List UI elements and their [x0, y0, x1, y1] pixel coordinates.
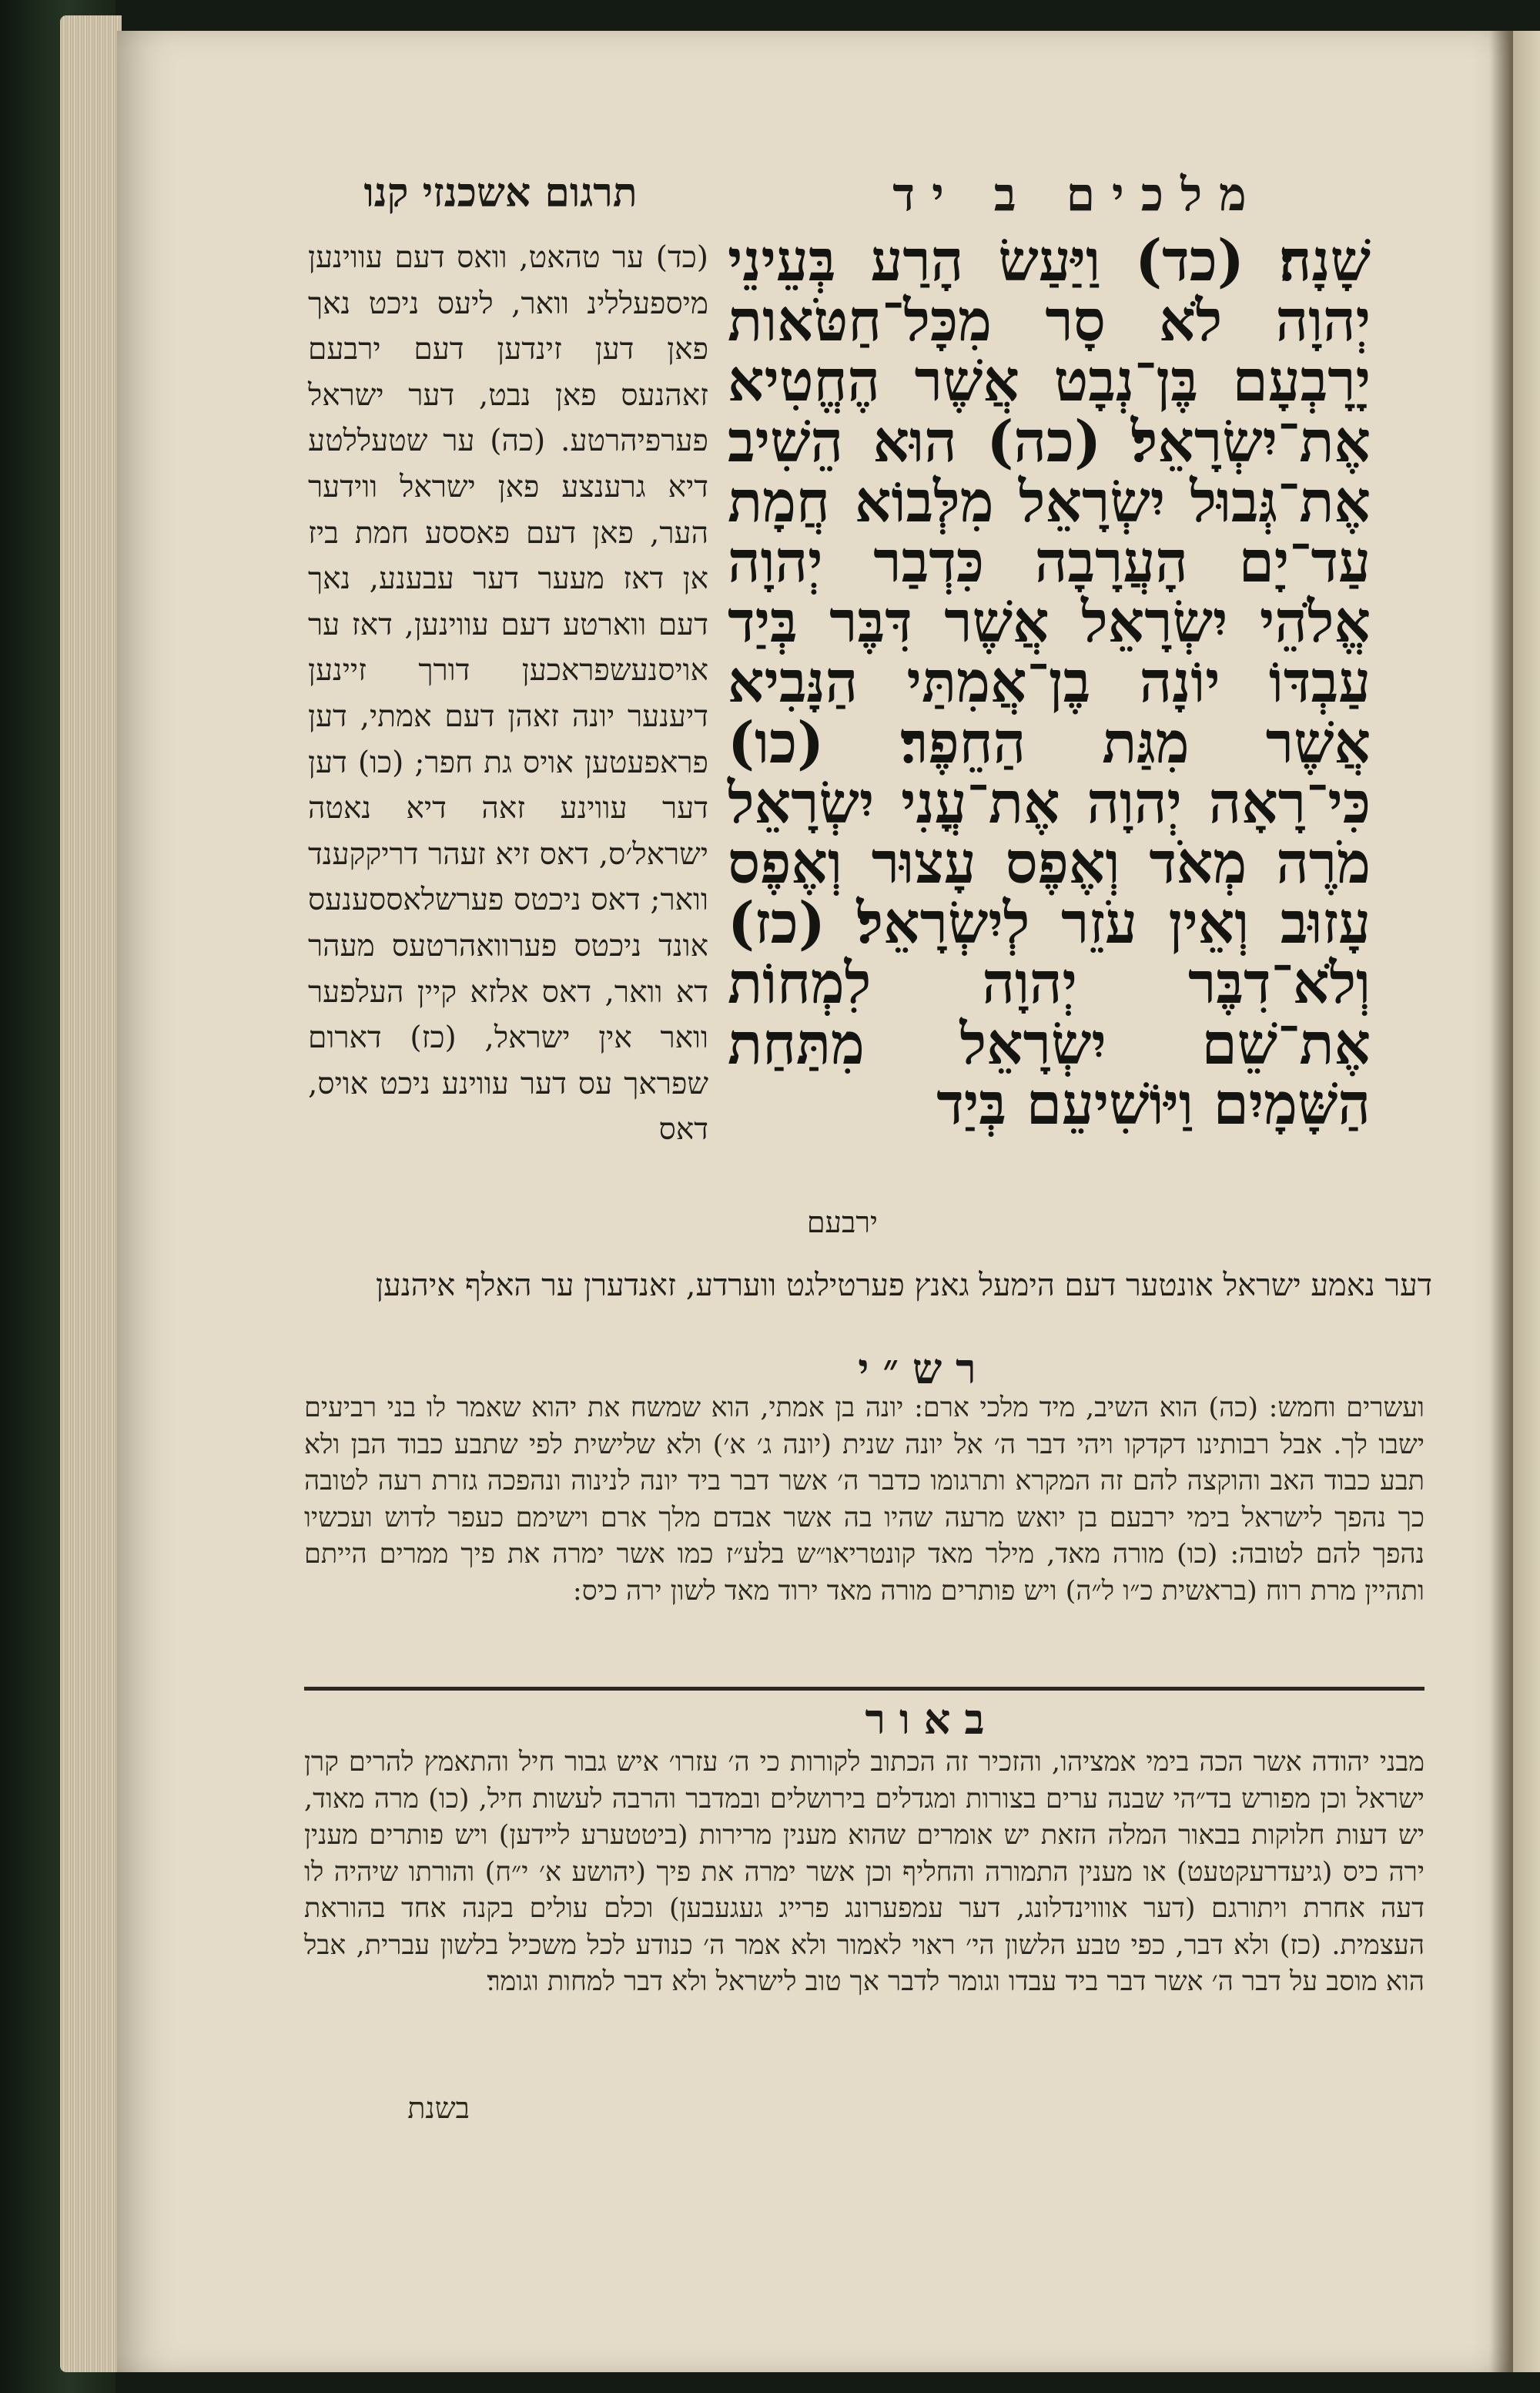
running-header-targum: תרגום אשכנזי קנו: [363, 169, 638, 216]
verse-catchword: ירבעם: [806, 1205, 878, 1239]
targum-continuation: דער נאמע ישראל אונטער דעם הימעל גאנץ פערטילגט ווערדע, זאנדערן ער האלף איהנען: [375, 1268, 1432, 1303]
running-header-book: מלכים ב יד: [892, 168, 1264, 222]
page-edges: [60, 15, 122, 2372]
rashi-commentary: ועשרים וחמש: (כה) הוא השיב, מיד מלכי ארם: יונה בן אמתי, הוא שמשח את יהוא שאמר לו בני רביעים ישבו לך. אבל רבותינו דקדקו ויהי דבר ה׳ אל יונה שנית (יונה ג׳ א׳) ולא שלישית לפי שתבע כבוד הבן ולא תבע כבוד האב והוקצה להם זה המקרא ותרגומו כדבר ה׳ אשר דבר ביד יונה לנינוה ונהפכה גזרת רעה לטובה כך נהפך לישראל בימי ירבעם בן יואש מרעה שהיו בה אשר אבדם מלך ארם וישימם כעפר לדוש ועכשיו נהפך להם לטובה: (כו) מורה מאד, מילר מאד קונטריאו״ש בלע״ז כמו אשר ימרה את פיך ממרים הייתם ותהיין מרת רוח (בראשית כ״ו ל״ה) ויש פותרים מורה מאד ירוד מאד לשון ירה כיס:: [304, 1393, 1424, 1607]
biur-commentary: מבני יהודה אשר הכה בימי אמציהו, והזכיר זה הכתוב לקורות כי ה׳ עזרו׳ איש גבור חיל והתאמץ להרים קרן ישראל וכן מפורש בד״הי שבנה ערים בצורות ומגדלים בירושלים ובמדבר והרבה לעשות חיל, (כו) מרה מאוד, יש דעות חלוקות בבאור המלה הזאת יש אומרים שהוא מענין מרירות (ביטטערע לײדען) ויש פותרים מענין ירה כיס (גיעדרעקטעט) או מענין התמורה והחליף וכן אשר ימרה את פיך (יהושע א׳ י״ח) והורתו שיהיה לו דעה אחרת ויתורגם (דער אוווינדלונג, דער עמפערונג פרייג געגעבען) וכלם עולים בקנה אחד בהוראת העצמית. (כז) ולא דבר, כפי טבע הלשון הי׳ ראוי לאמור ולא אמר ה׳ כנודע לכל משכיל בלשון עברית, אבל הוא מוסב על דבר ה׳ אשר דבר ביד עבדו וגומר לדבר אך טוב לישראל ולא דבר למחות וגומר׃: [304, 1747, 1424, 1997]
footer-catchword: בשנת: [407, 2091, 470, 2125]
verse-column: שָׁנָה׃ (כד) וַיַּעַשׂ הָרַע בְּעֵינֵי יְהוָה לֹא סָר מִכָּל־חַטֹּאות יָרָבְעָם בֶּן־נְבָט אֲשֶׁר הֶחֱטִיא אֶת־יִשְׂרָאֵל׃ (כה) הוּא הֵשִׁיב אֶת־גְּבוּל יִשְׂרָאֵל מִלְּבוֹא חֲמָת עַד־יָם הָעֲרָבָה כִּדְבַר יְהוָה אֱלֹהֵי יִשְׂרָאֵל אֲשֶׁר דִּבֶּר בְּיַד עַבְדּוֹ יוֹנָה בֶן־אֲמִתַּי הַנָּבִיא אֲשֶׁר מִגַּת הַחֵפֶר׃ (כו) כִּי־רָאָה יְהוָה אֶת־עֳנִי יִשְׂרָאֵל מֹרֶה מְאֹד וְאֶפֶס עָצוּר וְאֶפֶס עָזוּב וְאֵין עֹזֵר לְיִשְׂרָאֵל׃ (כז) וְלֹא־דִבֶּר יְהוָה לִמְחוֹת אֶת־שֵׁם יִשְׂרָאֵל מִתַּחַת הַשָּׁמָיִם וַיּוֹשִׁיעֵם בְּיַד: [728, 228, 1371, 1138]
targum-column: (כד) ער טהאט, וואס דעם עווינען מיספעללינ וואר, ליעס ניכט נאך פאן דען זינדען דעם ירבעם זאהנעס פאן נבט, דער ישראל פערפיהרטע. (כה) ער שטעללטע דיא גרענצע פאן ישראל ווידער הער, פאן דעם פאססע חמת ביז אן דאז מעער דער עבענע, נאך דעם ווארטע דעם עווינען, דאז ער אויסנעשפראכען דורך זיינען דיענער יונה זאהן דעם אמתי, דען פראפעטען אויס גת חפר; (כו) דען דער עווינע זאה דיא נאטה ישראל׳ס, דאס זיא זעהר דריקקענד וואר; דאס ניכטס פערשלאססענעס אונד ניכטס פערוואהרטעס מעהר דא וואר, דאס אלזא קיין העלפער וואר אין ישראל, (כז) דארום שפראך עס דער עווינע ניכט אויס, דאס: [308, 240, 708, 1148]
section-divider: [304, 1687, 1424, 1691]
biur-heading: באור: [865, 1694, 999, 1744]
next-page-edge: [1509, 31, 1540, 2372]
gutter-shadow: [1490, 31, 1513, 2372]
rashi-heading: רש״י: [858, 1344, 990, 1393]
